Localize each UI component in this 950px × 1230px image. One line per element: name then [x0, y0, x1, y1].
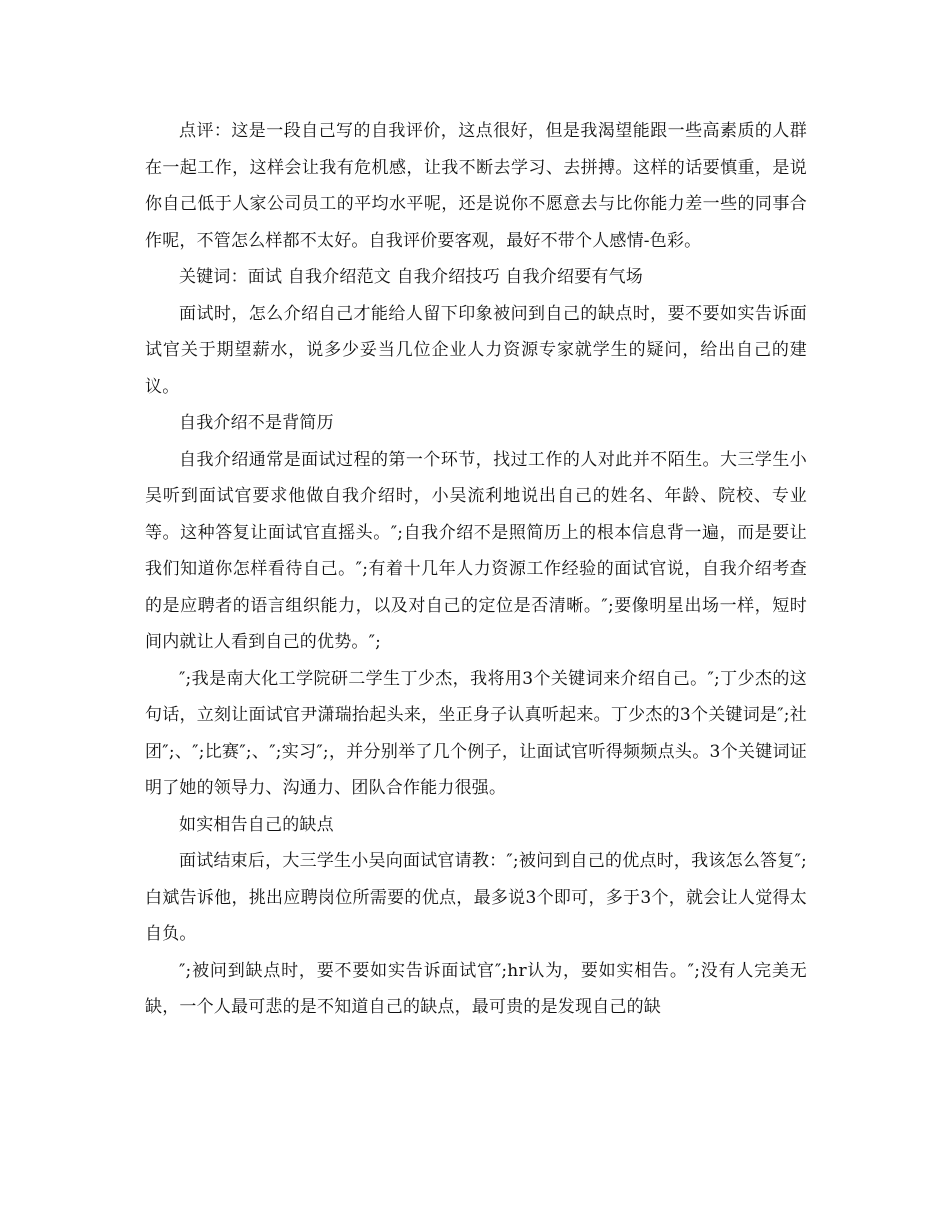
strengths-paragraph: 面试结束后，大三学生小吴向面试官请教：″;被问到自己的优点时，我该怎么答复″;白斌告诉他，挑出应聘岗位所需要的优点，最多说3个即可，多于3个，就会让人觉得太自负。 — [145, 851, 807, 944]
review-paragraph: 点评：这是一段自己写的自我评价，这点很好，但是我渴望能跟一些高素质的人群在一起工作，这样会让我有危机感，让我不断去学习、去拼搏。这样的话要慎重，是说你自己低于人家公司员工的平均水平呢，还是说你不愿意去与比你能力差一些的同事合作呢，不管怎么样都不太好。自我评价要客观，最好不带个人感情-色彩。 — [145, 121, 807, 251]
keyword-example-paragraph: ″;我是南大化工学院研二学生丁少杰，我将用3个关键词来介绍自己。″;丁少杰的这句话，立刻让面试官尹潇瑞抬起头来，坐正身子认真听起来。丁少杰的3个关键词是″;社团″;、″;比赛″;、″;实习″;，并分别举了几个例子，让面试官听得频频点头。3个关键词证明了她的领导力、沟通力、团队合作能力很强。 — [145, 668, 807, 798]
keywords-line: 关键词：面试 自我介绍范文 自我介绍技巧 自我介绍要有气场 — [179, 267, 644, 287]
intro-paragraph: 面试时，怎么介绍自己才能给人留下印象被问到自己的缺点时，要不要如实告诉面试官关于期望薪水，说多少妥当几位企业人力资源专家就学生的疑问，给出自己的建议。 — [145, 303, 807, 397]
section-heading-self-intro: 自我介绍不是背简历 — [179, 413, 334, 433]
weakness-paragraph: ″;被问到缺点时，要不要如实告诉面试官″;hr认为，要如实相告。″;没有人完美无缺，一个人最可悲的是不知道自己的缺点，最可贵的是发现自己的缺 — [145, 960, 807, 1017]
section-heading-weakness: 如实相告自己的缺点 — [179, 814, 334, 835]
document-body — [145, 113, 807, 1026]
self-intro-paragraph: 自我介绍通常是面试过程的第一个环节，找过工作的人对此并不陌生。大三学生小吴听到面试官要求他做自我介绍时，小吴流利地说出自己的姓名、年龄、院校、专业等。这种答复让面试官直摇头。″;自我介绍不是照简历上的根本信息背一遍，而是要让我们知道你怎样看待自己。″;有着十几年人力资源工作经验的面试官说，自我介绍考查的是应聘者的语言组织能力，以及对自己的定位是否清晰。″;要像明星出场一样，短时间内就让人看到自己的优势。″; — [145, 449, 807, 652]
